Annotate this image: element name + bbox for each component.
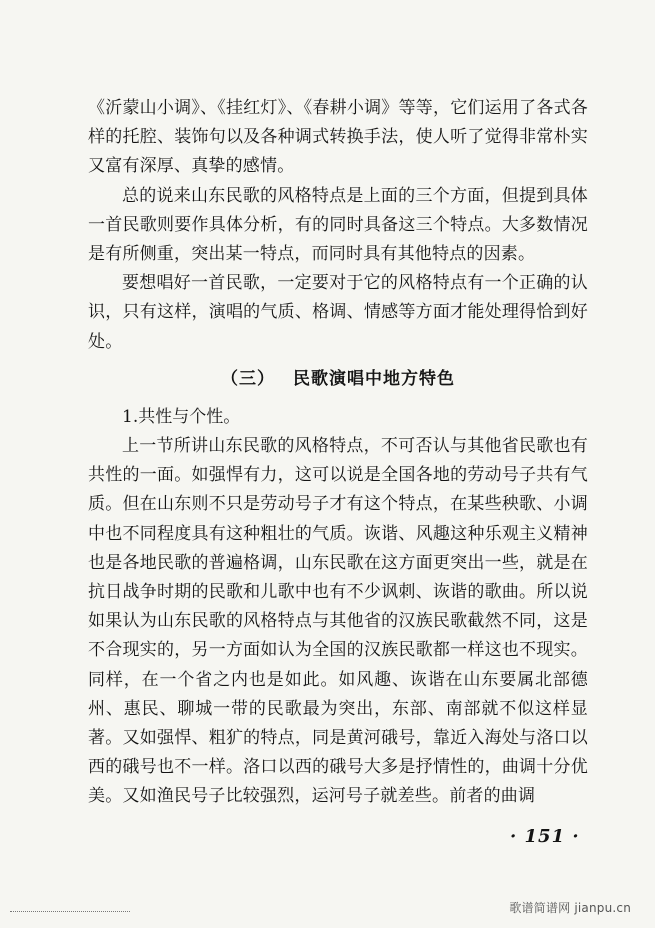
section-title: 民歌演唱中地方特色 — [293, 368, 455, 389]
bottom-rule — [10, 911, 130, 912]
section-heading — [88, 365, 588, 393]
section-number: （三） — [221, 368, 275, 389]
page-body — [88, 94, 588, 812]
paragraph-3: 要想唱好一首民歌，一定要对于它的风格特点有一个正确的认识，只有这样，演唱的气质、格调、情感等方面才能处理得恰到好处。 — [88, 273, 588, 352]
subheading: 1.共性与个性。 — [122, 406, 241, 427]
paragraph-1: 《沂蒙山小调》、《挂红灯》、《春耕小调》等等，它们运用了各式各样的托腔、装饰句以及各种调式转换手法，使人听了觉得非常朴实又富有深厚、真挚的感情。 — [88, 98, 588, 177]
paragraph-2: 总的说来山东民歌的风格特点是上面的三个方面，但提到具体一首民歌则要作具体分析，有的同时具备这三个特点。大多数情况是有所侧重，突出某一特点，而同时具有其他特点的因素。 — [88, 185, 588, 265]
page-number: · 151 · — [510, 826, 580, 847]
watermark-text: 歌谱简谱网 jianpu.cn — [509, 901, 631, 915]
paragraph-main: 上一节所讲山东民歌的风格特点，不可否认与其他省民歌也有共性的一面。如强悍有力，这可以说是全国各地的劳动号子共有气质。但在山东则不只是劳动号子才有这个特点，在某些秧歌、小调中也不同程度具有这种粗壮的气质。诙谐、风趣这种乐观主义精神也是各地民歌的普遍格调，山东民歌在这方面更突出一些，就是在抗日战争时期的民歌和儿歌中也有不少讽刺、诙谐的歌曲。所以说如果认为山东民歌的风格特点与其他省的汉族民歌截然不同，这是不合现实的，另一方面如认为全国的汉族民歌都一样这也不现实。同样，在一个省之内也是如此。如风趣、诙谐在山东要属北部德州、惠民、聊城一带的民歌最为突出，东部、南部就不似这样显著。又如强悍、粗犷的特点，同是黄河硪号，靠近入海处与洛口以西的硪号也不一样。洛口以西的硪号大多是抒情性的，曲调十分优美。又如渔民号子比较强烈，运河号子就差些。前者的曲调 — [88, 436, 588, 807]
